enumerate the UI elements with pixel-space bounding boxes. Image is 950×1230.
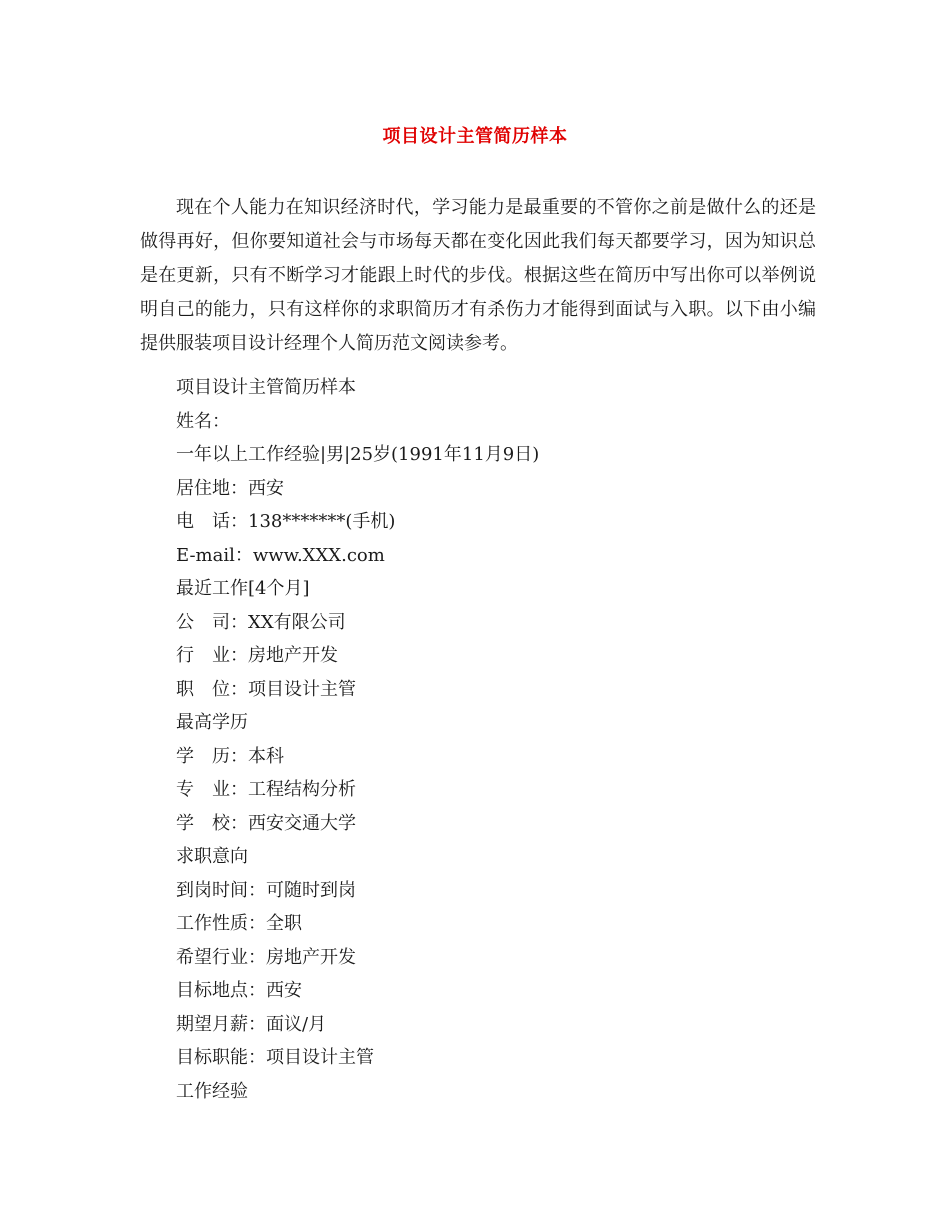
resume-line-intent-heading: 求职意向	[176, 846, 248, 867]
resume-line-email: E-mail：www.XXX.com	[176, 544, 385, 566]
resume-line-industry: 行 业：房地产开发	[176, 645, 338, 666]
resume-line-residence: 居住地：西安	[176, 477, 284, 499]
resume-line-salary: 期望月薪：面议/月	[176, 1013, 327, 1035]
intro-paragraph: 现在个人能力在知识经济时代，学习能力是最重要的不管你之前是做什么的还是做得再好，但你要知道社会与市场每天都在变化因此我们每天都要学习，因为知识总是在更新，只有不断学习才能跟上时代的步伐。根据这些在简历中写出你可以举例说明自己的能力，只有这样你的求职简历才有杀伤力才能得到面试与入职。以下由小编提供服装项目设计经理个人简历范文阅读参考。	[140, 197, 816, 354]
resume-line-education-heading: 最高学历	[176, 712, 248, 733]
document-title: 项目设计主管简历样本	[382, 126, 568, 147]
resume-line-name: 姓名：	[176, 410, 230, 432]
resume-lines	[176, 371, 539, 1108]
resume-line-company: 公 司：XX有限公司	[176, 611, 346, 633]
resume-line-desired-industry: 希望行业：房地产开发	[176, 946, 356, 968]
resume-line-phone: 电 话：138*******(手机)	[176, 511, 396, 532]
resume-line-job-type: 工作性质：全职	[176, 913, 302, 934]
resume-line-school: 学 校：西安交通大学	[176, 812, 356, 834]
resume-line-position: 职 位：项目设计主管	[176, 678, 356, 700]
resume-line-major: 专 业：工程结构分析	[176, 779, 356, 800]
resume-line-summary: 一年以上工作经验|男|25岁(1991年11月9日)	[176, 444, 540, 465]
resume-line-degree: 学 历：本科	[176, 745, 284, 767]
resume-line-recent-work: 最近工作[4个月]	[176, 578, 310, 599]
resume-line-start-time: 到岗时间：可随时到岗	[176, 879, 356, 901]
resume-line-target-role: 目标职能：项目设计主管	[176, 1047, 374, 1068]
resume-line-target-location: 目标地点：西安	[176, 980, 302, 1001]
resume-line-heading: 项目设计主管简历样本	[176, 377, 356, 398]
resume-line-experience-heading: 工作经验	[176, 1080, 248, 1102]
